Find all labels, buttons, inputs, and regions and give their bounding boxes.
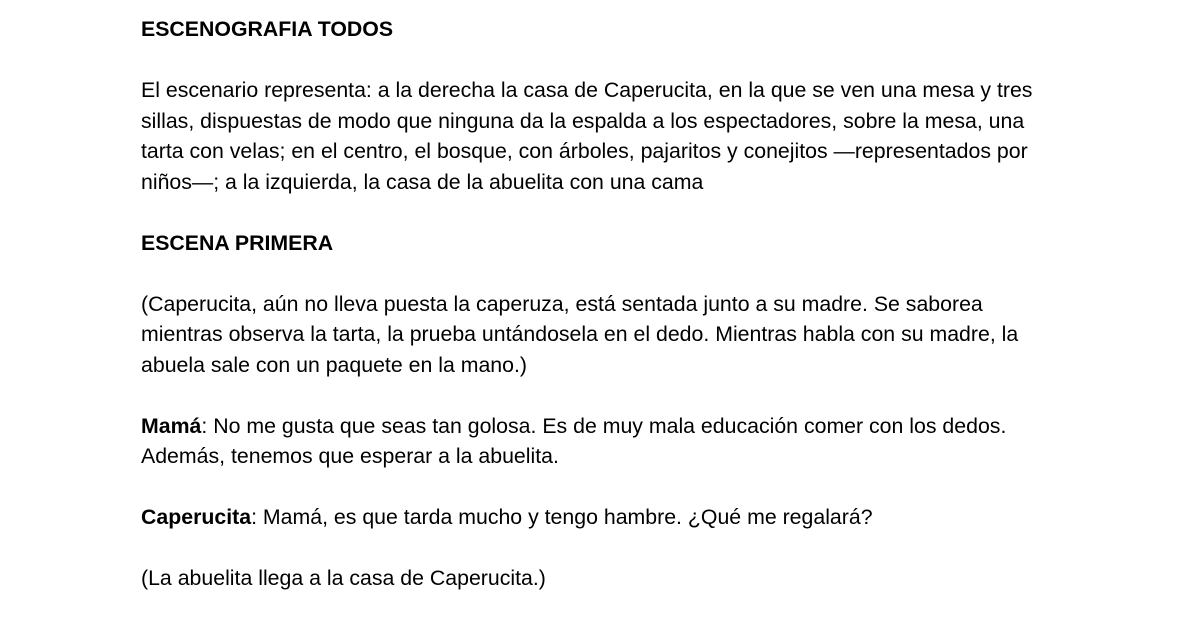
document-body bbox=[141, 14, 1061, 594]
spacer bbox=[141, 197, 1061, 228]
dialogue-line-mama bbox=[141, 411, 1061, 472]
dialogue-text: : Mamá, es que tarda mucho y tengo hambre. ¿Qué me regalará? bbox=[251, 505, 873, 529]
dialogue-line-caperucita bbox=[141, 502, 1061, 533]
spacer bbox=[141, 380, 1061, 411]
speaker-name: Mamá bbox=[141, 413, 202, 438]
spacer bbox=[141, 45, 1061, 76]
speaker-name: Caperucita bbox=[141, 505, 252, 529]
section-heading-escena-primera: ESCENA PRIMERA bbox=[141, 230, 334, 255]
spacer bbox=[141, 533, 1061, 564]
spacer bbox=[141, 472, 1061, 503]
scenery-paragraph: El escenario representa: a la derecha la casa de Caperucita, en la que se ven una mesa y tres sillas, dispuestas de modo que ninguna da la espalda a los espectadores, sobre la mesa, una tarta con velas; en el centro, el bosque, con árboles, pajaritos y conejitos —representados por niños—; a la izquierda, la casa de la abuelita con una cama bbox=[141, 78, 1033, 194]
stage-direction: (La abuelita llega a la casa de Caperucita.) bbox=[141, 566, 546, 590]
spacer bbox=[141, 258, 1061, 289]
section-heading-escenografia: ESCENOGRAFIA TODOS bbox=[141, 17, 394, 41]
dialogue-text: : No me gusta que seas tan golosa. Es de muy mala educación comer con los dedos. Además, tenemos que esperar a la abuelita. bbox=[141, 413, 1007, 468]
stage-direction: (Caperucita, aún no lleva puesta la caperuza, está sentada junto a su madre. Se saborea mientras observa la tarta, la prueba untándosela en el dedo. Mientras habla con su madre, la abuela sale con un paquete en la mano.) bbox=[141, 291, 1019, 377]
